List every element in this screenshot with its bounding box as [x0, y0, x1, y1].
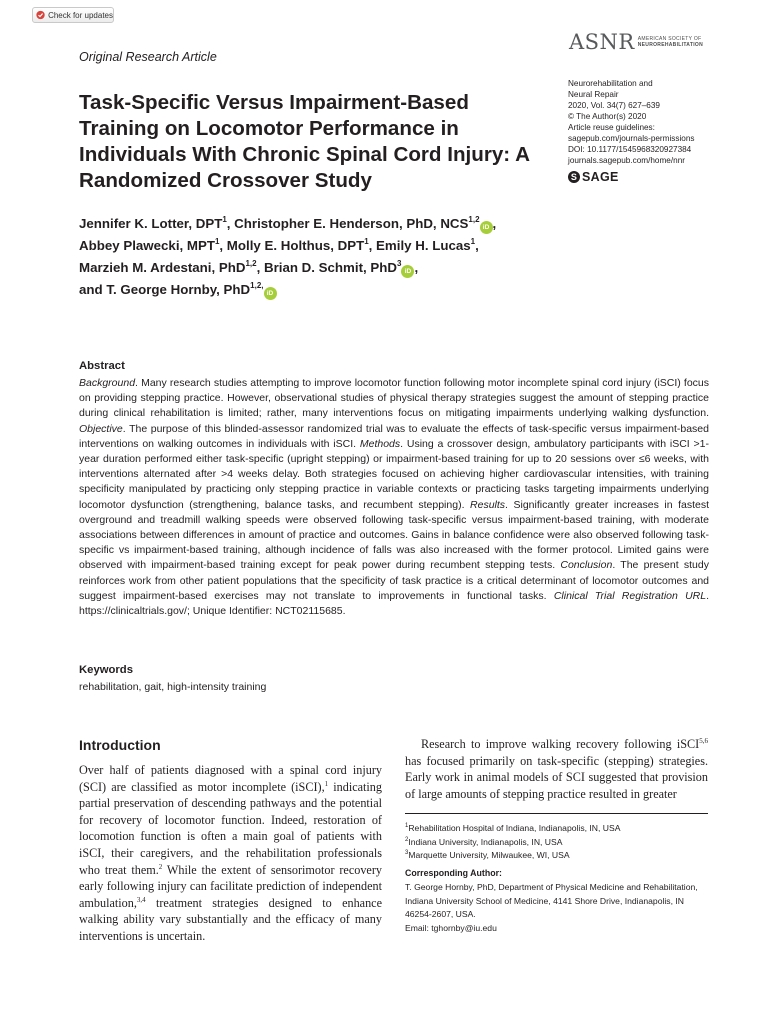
citation[interactable]: 3,4: [136, 895, 146, 904]
journal-meta-line: Neurorehabilitation and: [568, 79, 653, 88]
paragraph: Over half of patients diagnosed with a spinal cord injury (SCI) are classified as motor incomplete (iSCI),$^1$ indicating partial preservation of descending pathways and the potential for recovery of locomotor function. Indeed, restoration of locomotion function is often a main goal of patients with iSCI, their caregivers, and the rehabilitation professionals who treat them.$^2$ While the extent of sensorimotor recovery early following injury can facilitate prediction of independent ambulation,$^{3,4}$ treatment strategies designed to enhance walking ability vary substantially and the efficacy of many interventions is uncertain.: [79, 763, 382, 943]
abstract-label: Clinical Trial Registration URL: [553, 589, 707, 602]
journal-meta-line: Neural Repair: [568, 90, 619, 99]
abstract-label: Objective: [79, 422, 123, 435]
permissions-link[interactable]: sagepub.com/journals-permissions: [568, 134, 695, 143]
abstract-label: Conclusion: [560, 559, 613, 572]
corresponding-address: T. George Hornby, PhD, Department of Physical Medicine and Rehabilitation, Indiana University School of Medicine, 4141 Shore Drive, Indianapolis, IN 46254-2607, USA.: [405, 882, 698, 919]
affiliation-marker: 1: [364, 237, 369, 246]
corresponding-author-details: [405, 881, 708, 935]
introduction-heading: Introduction: [79, 737, 161, 753]
journal-meta-line: Article reuse guidelines:: [568, 123, 655, 132]
check-for-updates-button[interactable]: [32, 7, 114, 23]
affiliation-marker: 1: [214, 237, 220, 246]
doi-link[interactable]: DOI: 10.1177/1545968320927384: [568, 145, 692, 154]
affiliation-item: $^1$Rehabilitation Hospital of Indiana, Indianapolis, IN, USA: [405, 823, 621, 833]
author-name: , Emily H. Lucas: [368, 238, 471, 253]
crossmark-icon: [36, 10, 45, 20]
affiliation-marker: 1,2,: [250, 281, 264, 290]
affiliation-marker: 1,2: [245, 259, 257, 268]
abstract-text: . The purpose of this blinded-assessor randomized trial was to evaluate the effects of task-specific versus impairment-based interventions on walking outcomes in individuals with iSCI.: [79, 422, 709, 450]
article-title: Task-Specific Versus Impairment-Based Training on Locomotor Performance in Individuals With Chronic Spinal Cord Injury: A Randomized Crossover Study: [79, 91, 530, 192]
sage-logo-text: SAGE: [582, 170, 619, 184]
author-name: , Christopher E. Henderson, PhD, NCS: [226, 216, 469, 231]
paragraph: Research to improve walking recovery following iSCI$^{5,6}$ has focused primarily on task-specific (stepping) strategies. Early work in animal models of SCI suggested that provision of large amounts of stepping practice resulted in greater: [405, 737, 708, 801]
affiliation-marker: 1: [470, 237, 476, 246]
corresponding-email[interactable]: Email: tghornby@iu.edu: [405, 922, 497, 933]
abstract-body: [79, 376, 709, 619]
journal-meta: [568, 78, 695, 166]
abstract-label: Background: [79, 377, 136, 389]
orcid-icon[interactable]: iD: [264, 287, 277, 300]
footnote-divider: [405, 813, 708, 814]
orcid-icon[interactable]: iD: [401, 265, 414, 278]
corresponding-author-heading: Corresponding Author:: [405, 868, 502, 878]
citation[interactable]: 2: [158, 862, 163, 871]
introduction-left-column: [79, 762, 382, 945]
abstract-heading: Abstract: [79, 360, 125, 372]
affiliation-item: $^2$Indiana University, Indianapolis, IN, USA: [405, 836, 563, 847]
asnr-logo-text: ASNR: [569, 30, 635, 54]
citation[interactable]: 5,6: [699, 737, 708, 745]
journal-home-link[interactable]: journals.sagepub.com/home/nnr: [568, 156, 685, 165]
affiliation-item: $^3$Marquette University, Milwaukee, WI, USA: [405, 850, 570, 860]
affiliations: [405, 822, 620, 863]
orcid-icon[interactable]: iD: [480, 221, 493, 234]
author-name: Abbey Plawecki, MPT: [79, 238, 215, 253]
abstract-label: Results: [470, 498, 506, 511]
author-name: , Brian D. Schmit, PhD: [256, 260, 397, 275]
abstract-text: . The present study reinforces work from other patient populations that the specificity of task practice is a critical determinant of locomotor outcomes and suggest impairment-based exercises may not translate to improvements in functional tasks.: [79, 559, 709, 602]
affiliation-marker: 1: [222, 215, 227, 224]
author-name: , Molly E. Holthus, DPT: [219, 238, 365, 253]
citation[interactable]: 1: [324, 779, 329, 788]
affiliation-marker: 1,2: [468, 215, 480, 224]
abstract-text: . Using a crossover design, ambulatory participants with iSCI >1-year duration performed either task-specific (upright stepping) or impairment-based training for up to 20 sessions over ≤6 weeks, with interventions alternated after >4 weeks delay. Both strategies focused on achieving higher cardiovascular intensities, with training specificity manipulated by practicing only stepping practice in variable contexts or practicing tasks targeting impairments underlying locomotor dysfunction (strengthening, balance tasks, and recumbent stepping).: [79, 437, 710, 511]
affiliation-marker: 3: [397, 259, 402, 268]
abstract-text: . Many research studies attempting to improve locomotor function following motor incomplete spinal cord injury (iSCI) focus on providing stepping practice. However, observational studies of physical therapy strategies suggest the amount of stepping practice during clinical rehabilitation is limited; rather, many interventions focus on mitigating impairments underlying walking dysfunction.: [79, 377, 709, 420]
abstract-text: . Significantly greater increases in fastest overground and treadmill walking speeds were observed following task-specific versus impairment-based training, with moderate associations between differences in amount of practice and outcomes. Gains in balance confidence were also observed following task-specific vs impairment-based training, although incidence of falls was also increased with the former protocol. Limited gains were observed with impairment-based training except for peak power during recumbent stepping tests.: [79, 498, 710, 572]
journal-meta-line: 2020, Vol. 34(7) 627–639: [568, 101, 660, 110]
journal-meta-line: © The Author(s) 2020: [568, 112, 647, 121]
introduction-right-column: [405, 736, 708, 802]
registration-link[interactable]: . https://clinicaltrials.gov/; Unique Identifier: NCT02115685.: [79, 589, 710, 618]
sage-logo: [568, 170, 619, 184]
check-for-updates-label: Check for updates: [48, 10, 113, 20]
article-type: Original Research Article: [79, 50, 217, 64]
keywords-text: rehabilitation, gait, high-intensity training: [79, 681, 267, 693]
publisher-logo: [569, 30, 703, 54]
abstract-label: Methods: [359, 437, 401, 450]
author-list: Jennifer K. Lotter, DPT$^1$, Christopher E. Henderson, PhD, NCS$^{1,2}$iD , Abbey Plawecki, MPT$^1$, Molly E. Holthus, DPT$^1$, Emily H. Lucas$^1$, Marzieh M. Ardestani, PhD$^{1,2}$, Brian D. Schmit, PhD$^3$iD , and T. George Hornby, PhD$^{1,2,}$iD: [79, 213, 599, 301]
keywords-heading: Keywords: [79, 664, 133, 676]
asnr-tagline: AMERICAN SOCIETY OF NEUROREHABILITATION: [637, 36, 703, 48]
author-name: Jennifer K. Lotter, DPT: [79, 216, 223, 231]
author-name: Marzieh M. Ardestani, PhD: [79, 260, 246, 275]
sage-icon: S: [568, 171, 580, 183]
author-name: and T. George Hornby, PhD: [79, 282, 251, 297]
